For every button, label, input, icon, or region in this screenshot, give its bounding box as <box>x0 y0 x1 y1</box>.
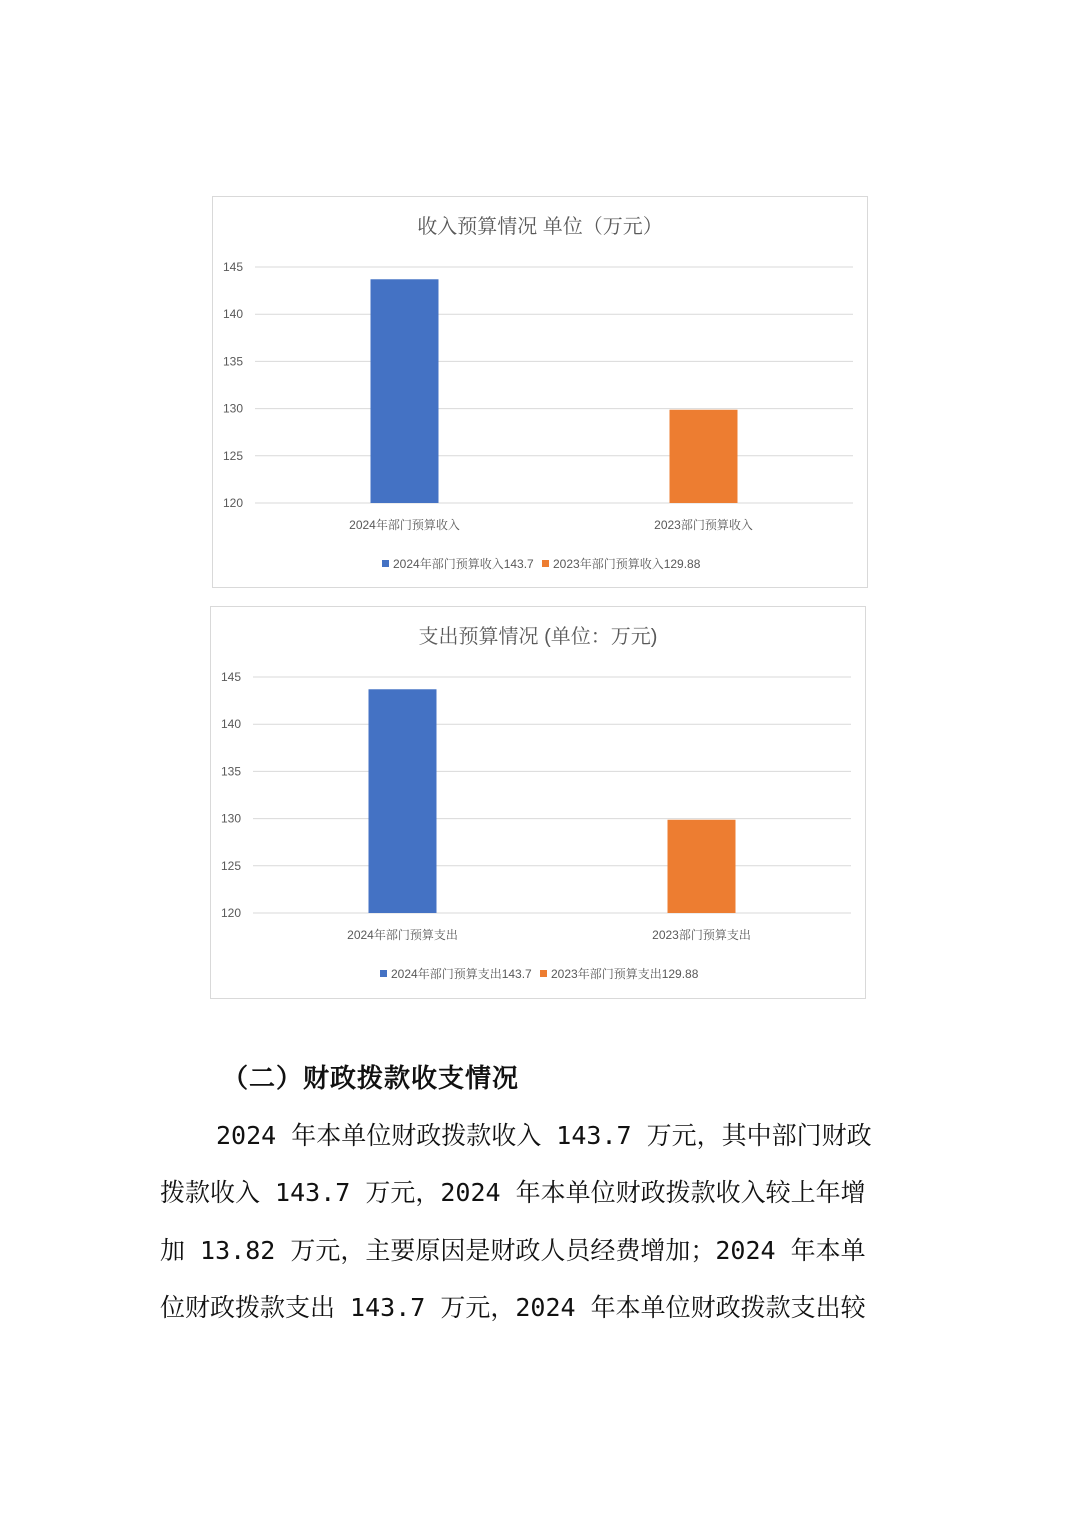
legend-label: 2024年部门预算支出143.7 <box>391 967 532 981</box>
y-tick-label: 130 <box>222 401 243 416</box>
income-budget-chart-svg <box>213 197 867 587</box>
y-tick-label: 130 <box>220 811 241 826</box>
y-tick-label: 125 <box>222 448 243 463</box>
y-tick-label: 135 <box>222 354 243 369</box>
legend-label: 2024年部门预算收入143.7 <box>393 557 534 571</box>
paragraph-line: 加 13.82 万元，主要原因是财政人员经费增加；2024 年本单 <box>160 1236 866 1265</box>
section-heading: （二）财政拨款收支情况 <box>222 1064 520 1094</box>
y-tick-label: 120 <box>222 496 243 510</box>
bar <box>369 689 437 913</box>
legend-swatch <box>380 970 387 977</box>
x-category-label: 2023部门预算支出 <box>652 928 751 942</box>
expenditure-budget-chart-svg <box>211 607 865 998</box>
chart-title: 收入预算情况 单位（万元） <box>417 216 663 238</box>
legend-swatch <box>542 560 549 567</box>
legend-swatch <box>382 560 389 567</box>
legend-swatch <box>540 970 547 977</box>
legend-label: 2023年部门预算支出129.88 <box>551 967 699 981</box>
bar <box>670 410 738 503</box>
income-budget-chart <box>212 196 868 588</box>
bar <box>668 820 736 913</box>
y-tick-label: 140 <box>220 717 241 732</box>
y-tick-label: 145 <box>220 670 241 684</box>
chart-title: 支出预算情况 (单位：万元) <box>418 626 658 648</box>
legend-label: 2023年部门预算收入129.88 <box>553 557 701 571</box>
expenditure-budget-chart <box>210 606 866 999</box>
y-tick-label: 125 <box>220 858 241 873</box>
paragraph-line: 拨款收入 143.7 万元，2024 年本单位财政拨款收入较上年增 <box>160 1178 866 1207</box>
x-category-label: 2024年部门预算收入 <box>349 518 460 532</box>
paragraph-line: 2024 年本单位财政拨款收入 143.7 万元，其中部门财政 <box>216 1121 872 1150</box>
y-tick-label: 145 <box>222 260 243 274</box>
y-tick-label: 140 <box>222 307 243 322</box>
bar <box>371 279 439 503</box>
paragraph-line: 位财政拨款支出 143.7 万元，2024 年本单位财政拨款支出较 <box>160 1293 866 1322</box>
y-tick-label: 135 <box>220 764 241 779</box>
x-category-label: 2023部门预算收入 <box>654 518 753 532</box>
x-category-label: 2024年部门预算支出 <box>347 928 458 942</box>
y-tick-label: 120 <box>220 906 241 920</box>
